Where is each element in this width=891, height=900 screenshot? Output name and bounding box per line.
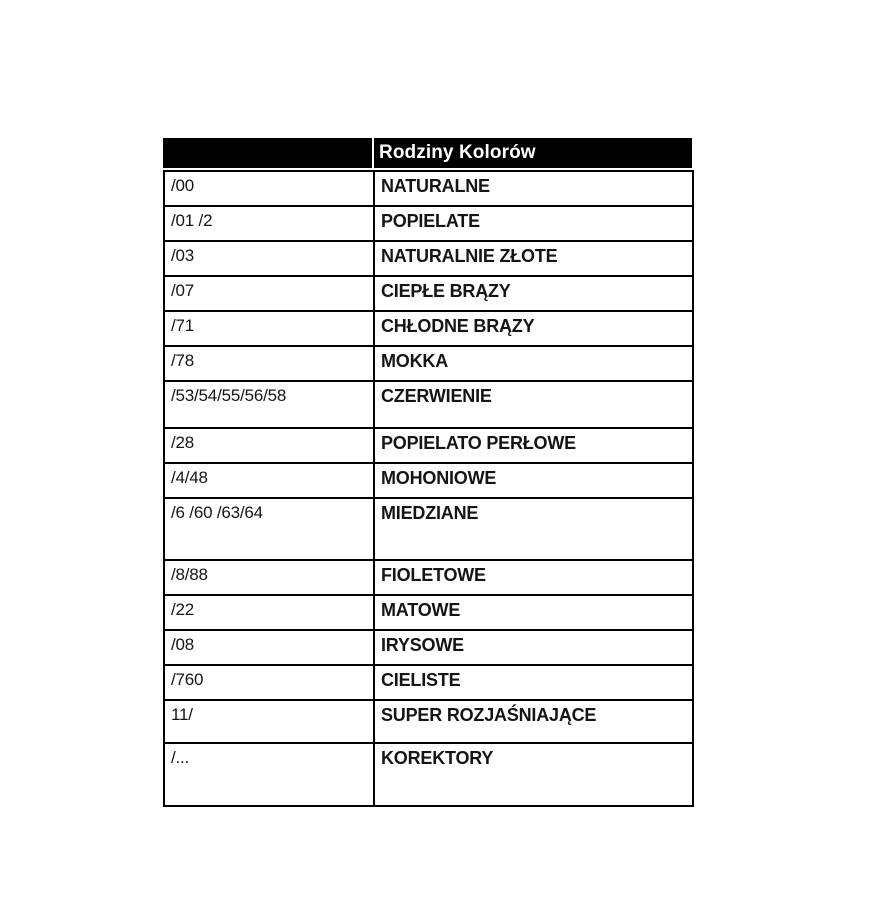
table-row bbox=[164, 743, 693, 806]
table-row bbox=[164, 241, 693, 276]
color-family-cell: NATURALNIE ZŁOTE bbox=[374, 241, 693, 276]
color-family-cell: KOREKTORY bbox=[374, 743, 693, 806]
shade-code-cell: /01 /2 bbox=[164, 206, 374, 241]
shade-code-cell: /760 bbox=[164, 665, 374, 700]
shade-code-cell: /53/54/55/56/58 bbox=[164, 381, 374, 428]
header-cell-color-families: Rodziny Kolorów bbox=[374, 138, 692, 168]
color-family-cell: MIEDZIANE bbox=[374, 498, 693, 560]
color-family-cell: SUPER ROZJAŚNIAJĄCE bbox=[374, 700, 693, 743]
color-families-table-body bbox=[164, 171, 693, 806]
table-row bbox=[164, 346, 693, 381]
color-family-cell: CZERWIENIE bbox=[374, 381, 693, 428]
shade-code-cell: /71 bbox=[164, 311, 374, 346]
table-row bbox=[164, 276, 693, 311]
shade-code-cell: /... bbox=[164, 743, 374, 806]
shade-code-cell: /08 bbox=[164, 630, 374, 665]
color-family-cell: MATOWE bbox=[374, 595, 693, 630]
table-row bbox=[164, 463, 693, 498]
shade-code-cell: /78 bbox=[164, 346, 374, 381]
color-family-cell: POPIELATE bbox=[374, 206, 693, 241]
color-family-cell: FIOLETOWE bbox=[374, 560, 693, 595]
table-row bbox=[164, 498, 693, 560]
header-cell-codes bbox=[163, 138, 372, 168]
color-family-cell: MOHONIOWE bbox=[374, 463, 693, 498]
color-families-table bbox=[163, 138, 692, 807]
shade-code-cell: /22 bbox=[164, 595, 374, 630]
table-row bbox=[164, 665, 693, 700]
table-row bbox=[164, 630, 693, 665]
shade-code-cell: /4/48 bbox=[164, 463, 374, 498]
table-row bbox=[164, 700, 693, 743]
table-row bbox=[164, 206, 693, 241]
shade-code-cell: /8/88 bbox=[164, 560, 374, 595]
color-family-cell: CIEPŁE BRĄZY bbox=[374, 276, 693, 311]
shade-code-cell: 11/ bbox=[164, 700, 374, 743]
table-row bbox=[164, 171, 693, 206]
color-family-cell: IRYSOWE bbox=[374, 630, 693, 665]
color-family-cell: POPIELATO PERŁOWE bbox=[374, 428, 693, 463]
shade-code-cell: /28 bbox=[164, 428, 374, 463]
color-family-cell: NATURALNE bbox=[374, 171, 693, 206]
table-row bbox=[164, 428, 693, 463]
table-row bbox=[164, 560, 693, 595]
shade-code-cell: /6 /60 /63/64 bbox=[164, 498, 374, 560]
shade-code-cell: /03 bbox=[164, 241, 374, 276]
table-row bbox=[164, 595, 693, 630]
color-family-cell: CIELISTE bbox=[374, 665, 693, 700]
color-family-cell: MOKKA bbox=[374, 346, 693, 381]
table-row bbox=[164, 381, 693, 428]
color-families-grid bbox=[163, 170, 694, 807]
shade-code-cell: /07 bbox=[164, 276, 374, 311]
table-row bbox=[164, 311, 693, 346]
table-header-row bbox=[163, 138, 692, 168]
shade-code-cell: /00 bbox=[164, 171, 374, 206]
color-family-cell: CHŁODNE BRĄZY bbox=[374, 311, 693, 346]
